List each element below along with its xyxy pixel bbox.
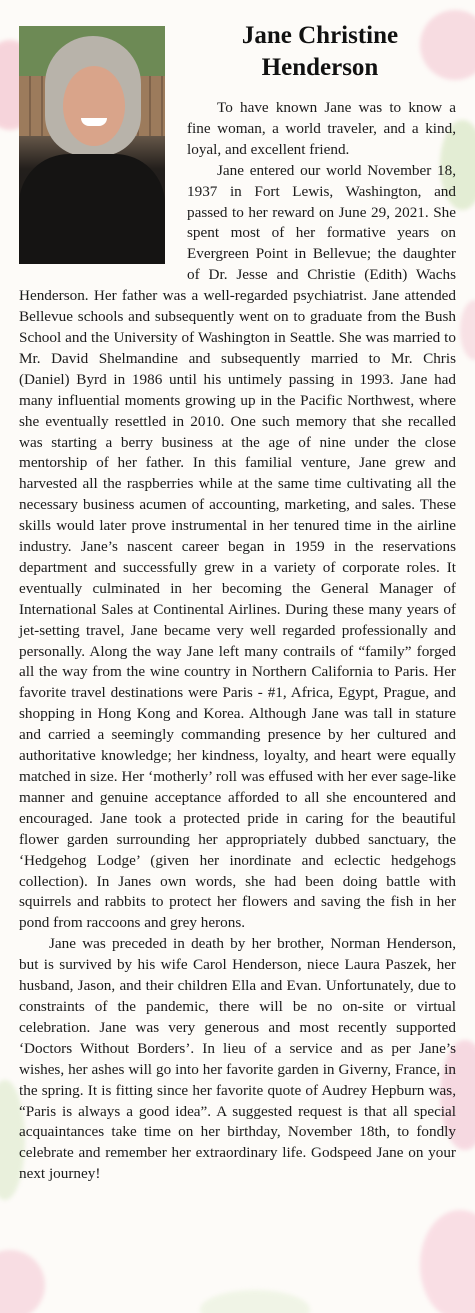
paragraph-intro: To have known Jane was to know a fine woman, a world traveler, and a kind, loyal, and excellent friend.	[187, 99, 456, 158]
floral-border-decoration	[420, 1210, 475, 1313]
obituary-name	[175, 20, 465, 84]
paragraph-survivors: Jane was preceded in death by her brother, Norman Henderson, but is survived by his wife Carol Henderson, niece Laura Paszek, her husband, Jason, and their children Ella and Evan. Unfortunately, due to constraints of the pandemic, there will be no on-site or virtual celebration. Jane was very generous and most recently supported ‘Doctors Without Borders’. In lieu of a service and as per Jane’s wishes, her ashes will go into her favorite garden in Giverny, France, in the spring. It is fitting since her favorite quote of Audrey Hepburn was, “Paris is always a good idea”. A suggested request is that all special acquaintances take time on her birthday, November 18th, to fondly celebrate and remember her extraordinary life. Godspeed Jane on your next journey!	[19, 935, 456, 1183]
name-line-last: Henderson	[261, 54, 379, 81]
obituary-body	[19, 98, 456, 1185]
floral-border-decoration	[460, 300, 475, 360]
floral-border-decoration	[200, 1290, 310, 1313]
name-line-first: Jane Christine	[241, 22, 399, 49]
floral-border-decoration	[0, 1250, 45, 1313]
paragraph-life-story: Jane entered our world November 18, 1937 in Fort Lewis, Washington, and passed to her reward on June 29, 2021. She spent most of her formative years on Evergreen Point in Bellevue; the daughter of Dr. Jesse and Christie (Edith) Wachs Henderson. Her father was a well-regarded psychiatrist. Jane attended Bellevue schools and subsequently went on to graduate from the Bush School and the University of Washington in Seattle. She was married to Mr. David Shelmandine and subsequently married to Mr. Chris (Daniel) Byrd in 1986 until his untimely passing in 1993. Jane had many influential moments growing up in the Pacific Northwest, where she eventually resettled in 2010. One such memory that she recalled was starting a berry business at the age of nine under the close mentorship of her father. In this familial venture, Jane grew and harvested all the raspberries while at the same time cultivating all the necessary business acumen of accounting, marketing, and sales. These skills would later prove instrumental in her tenured time in the airline industry. Jane’s nascent career began in 1959 in the reservations department and successfully grew in a variety of corporate roles. It eventually culminated in her becoming the General Manager of International Sales at Continental Airlines. During these many years of jet-setting travel, Jane became very well regarded professionally and personally. Along the way Jane left many contrails of “family” forged all the way from the wine country in Northern California to Paris. Her favorite travel destinations were Paris - #1, Africa, Egypt, Prague, and shopping in Hong Kong and Korea. Although Jane was tall in stature and carried a seemingly commanding presence by her cultured and authoritative knowledge; her kindness, loyalty, and heart were equally matched in size. Her ‘motherly’ roll was effused with her ever sage-like manner and genuine acceptance afforded to all she encountered and encouraged. Jane took a protected pride in caring for the beautiful flower garden surrounding her appropriately dubbed sanctuary, the ‘Hedgehog Lodge’ (given her inordinate and eclectic hedgehogs collection). In Janes own words, she had been doing battle with squirrels and rabbits to protect her flowers and saving the fish in her pond from raccoons and grey herons.	[19, 161, 456, 932]
